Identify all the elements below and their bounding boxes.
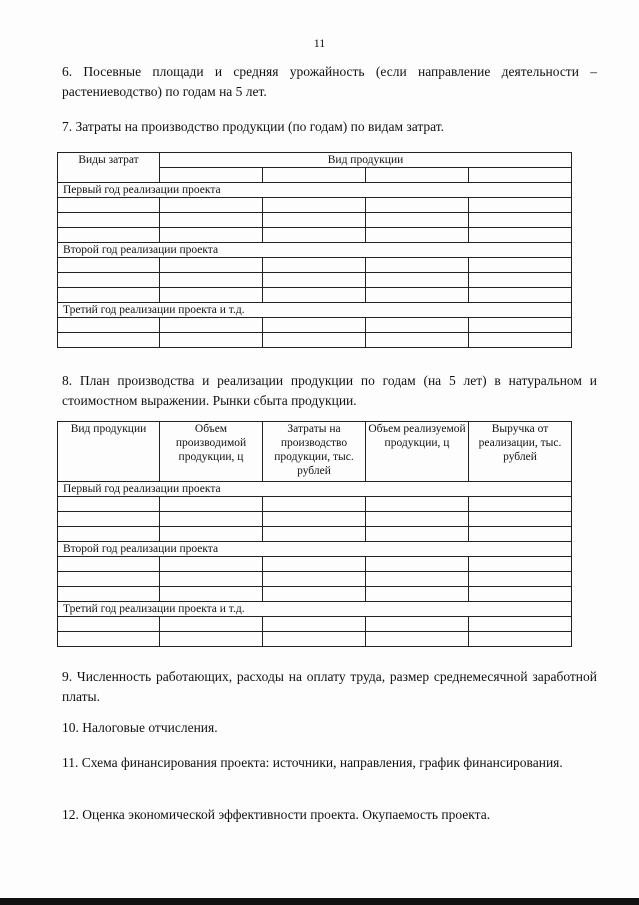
table-row (58, 213, 572, 228)
cell (469, 168, 572, 183)
production-plan-table (57, 421, 572, 647)
table-row (58, 557, 572, 572)
header-production-costs: Затраты на производство продукции, тыс. рублей (263, 422, 366, 482)
table-row (58, 318, 572, 333)
header-product-type: Вид продукции (160, 153, 572, 168)
cell (160, 168, 263, 183)
page-number: 11 (313, 36, 326, 50)
table-row (58, 198, 572, 213)
cell (366, 168, 469, 183)
section-year-3: Третий год реализации проекта и т.д. (58, 303, 572, 318)
cell (263, 168, 366, 183)
table-row (58, 228, 572, 243)
table-row (58, 587, 572, 602)
header-produced-volume: Объем производимой продукции, ц (160, 422, 263, 482)
header-product-type: Вид продукции (58, 422, 160, 482)
table-row (58, 512, 572, 527)
costs-table (57, 152, 572, 348)
table-row (58, 288, 572, 303)
table-row (58, 617, 572, 632)
paragraph-6: 6. Посевные площади и средняя урожайность (если направление деятельности – растениеводство) по годам на 5 лет. (62, 64, 597, 99)
section-year-1: Первый год реализации проекта (58, 183, 572, 198)
paragraph-12: 12. Оценка экономической эффективности проекта. Окупаемость проекта. (62, 807, 491, 822)
section-year-2: Второй год реализации проекта (58, 542, 572, 557)
scan-edge-bar (0, 898, 639, 905)
header-sold-volume: Объем реализуемой продукции, ц (366, 422, 469, 482)
section-year-3: Третий год реализации проекта и т.д. (58, 602, 572, 617)
table-row (58, 572, 572, 587)
table-row (58, 497, 572, 512)
section-year-2: Второй год реализации проекта (58, 243, 572, 258)
paragraph-10: 10. Налоговые отчисления. (62, 720, 218, 735)
table-row (58, 273, 572, 288)
header-revenue: Выручка от реализации, тыс. рублей (469, 422, 572, 482)
table-row (58, 333, 572, 348)
paragraph-8: 8. План производства и реализации продукции по годам (на 5 лет) в натуральном и стоимостном выражении. Рынки сбыта продукции. (62, 373, 597, 408)
table-row (58, 632, 572, 647)
header-cost-types: Виды затрат (58, 153, 160, 183)
table-row (58, 527, 572, 542)
paragraph-9: 9. Численность работающих, расходы на оплату труда, размер среднемесячной заработной платы. (62, 669, 597, 704)
table-row (58, 258, 572, 273)
paragraph-7: 7. Затраты на производство продукции (по годам) по видам затрат. (62, 119, 445, 134)
paragraph-11: 11. Схема финансирования проекта: источники, направления, график финансирования. (62, 755, 563, 770)
section-year-1: Первый год реализации проекта (58, 482, 572, 497)
